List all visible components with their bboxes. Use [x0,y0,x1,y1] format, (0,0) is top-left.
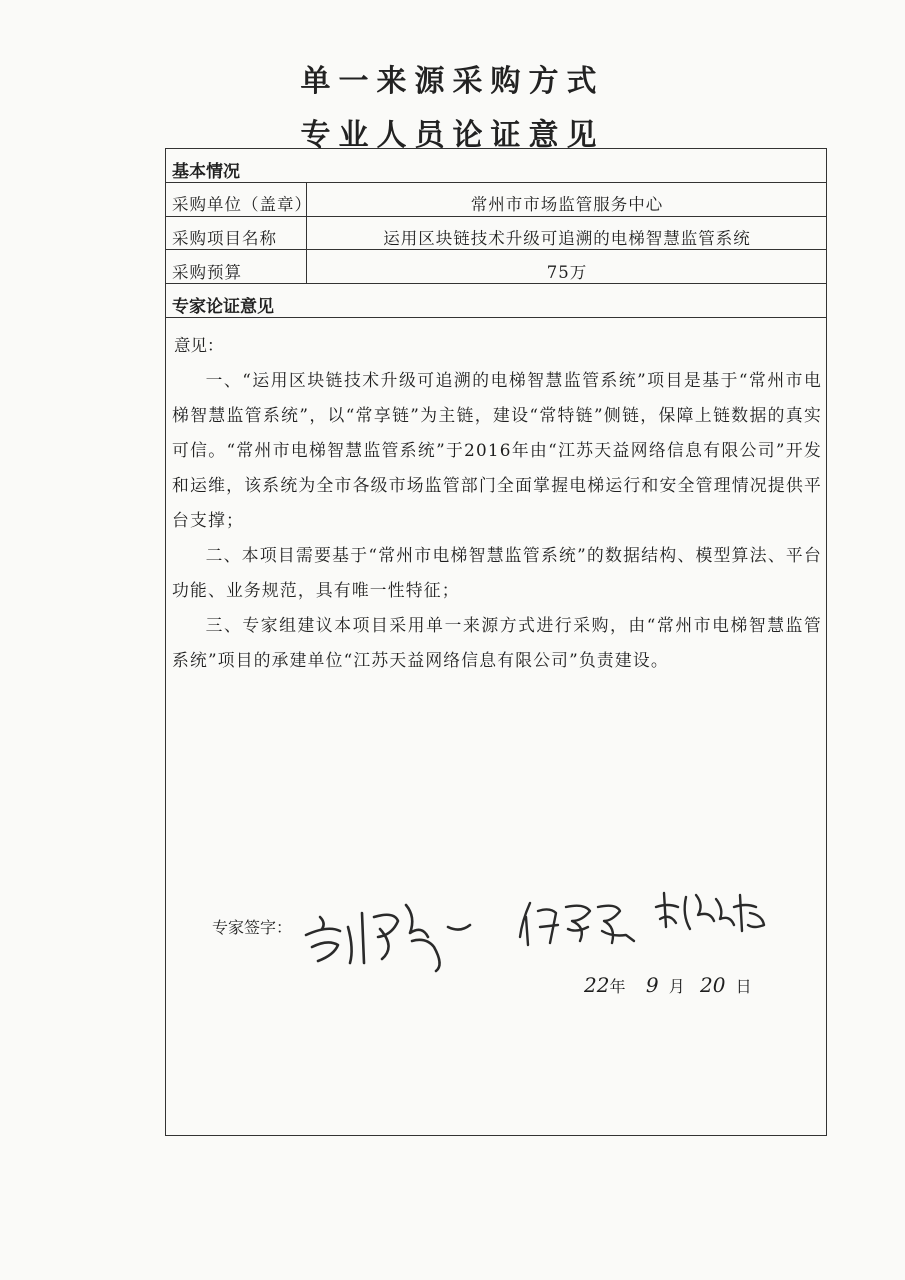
date-day-unit: 日 [735,977,752,996]
project-name-value: 运用区块链技术升级可追溯的电梯智慧监管系统 [383,229,751,248]
opinion-paragraph-3: 三、专家组建议本项目采用单一来源方式进行采购，由“常州市电梯智慧监管系统”项目的承建单位“江苏天益网络信息有限公司”负责建设。 [172,615,822,670]
budget-label: 采购预算 [172,263,242,282]
row-divider [166,317,826,318]
signature-expert-2 [516,893,646,953]
purchaser-value: 常州市市场监管服务中心 [470,195,664,214]
date-year-unit: 年 [609,977,626,996]
basic-info-heading: 基本情况 [172,162,240,182]
document-title-line2: 专业人员论证意见 [300,118,605,153]
date-month-unit: 月 [668,977,685,996]
opinion-paragraph-1: 一、“运用区块链技术升级可追溯的电梯智慧监管系统”项目是基于“常州市电梯智慧监管系统”，以“常享链”为主链，建设“常特链”侧链，保障上链数据的真实可信。“常州市电梯智慧监管系统”于2016年由“江苏天益网络信息有限公司”开发和运维，该系统为全市各级市场监管部门全面掌握电梯运行和安全管理情况提供平台支撑； [172,370,822,530]
signature-expert-1 [298,887,488,973]
opinion-body [172,363,822,678]
expert-signature-label: 专家签字： [212,918,293,937]
date-month: 9 [645,973,659,997]
date-year: 22 [584,973,610,997]
form-table [165,148,827,1136]
opinion-paragraph-2: 二、本项目需要基于“常州市电梯智慧监管系统”的数据结构、模型算法、平台功能、业务规范，具有唯一性特征； [172,545,822,600]
date-day: 20 [700,973,726,997]
signature-expert-3 [654,885,774,941]
budget-value: 75万 [546,263,588,282]
row-divider [166,216,826,217]
row-divider [166,249,826,250]
expert-opinion-heading: 专家论证意见 [172,297,274,317]
purchaser-label: 采购单位（盖章） [172,195,312,214]
project-name-label: 采购项目名称 [172,229,277,248]
signature-date [584,973,752,997]
document-title-line1: 单一来源采购方式 [300,64,605,99]
opinion-label: 意见： [174,336,224,355]
row-divider [166,283,826,284]
row-divider [166,182,826,183]
